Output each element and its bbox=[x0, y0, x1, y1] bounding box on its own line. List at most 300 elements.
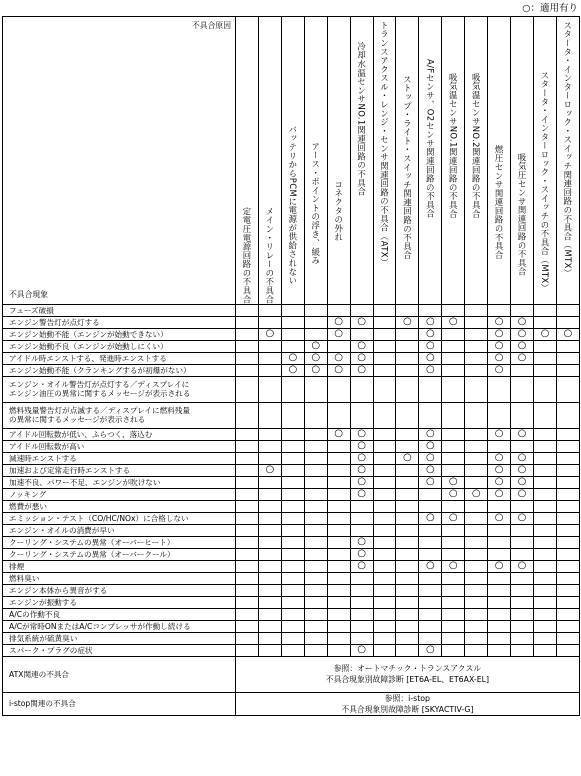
matrix-cell bbox=[533, 608, 556, 620]
applicable-mark: ○ bbox=[357, 476, 366, 488]
matrix-cell bbox=[258, 328, 281, 340]
column-header-text: メイン・リレーの不具合 bbox=[264, 207, 275, 304]
matrix-cell bbox=[511, 560, 534, 572]
matrix-cell bbox=[304, 476, 327, 488]
column-header-6 bbox=[350, 17, 373, 305]
applicable-mark: ○ bbox=[471, 488, 481, 500]
matrix-cell bbox=[373, 488, 396, 500]
matrix-cell bbox=[533, 340, 556, 352]
table-row bbox=[3, 632, 580, 644]
applicable-mark: ○ bbox=[425, 440, 435, 452]
matrix-cell bbox=[373, 440, 396, 452]
matrix-cell bbox=[533, 596, 556, 608]
matrix-cell bbox=[281, 364, 304, 376]
matrix-cell bbox=[350, 584, 373, 596]
matrix-cell bbox=[350, 632, 373, 644]
matrix-cell bbox=[396, 428, 419, 440]
matrix-cell bbox=[281, 644, 304, 656]
matrix-cell bbox=[281, 632, 304, 644]
matrix-cell bbox=[511, 402, 534, 428]
matrix-cell bbox=[442, 452, 465, 464]
symptom-label: アイドル回転数が高い bbox=[3, 440, 236, 452]
matrix-cell bbox=[419, 440, 442, 452]
matrix-cell bbox=[373, 560, 396, 572]
matrix-cell bbox=[511, 584, 534, 596]
matrix-cell bbox=[350, 440, 373, 452]
cause-axis-label: 不具合原因 bbox=[192, 21, 231, 30]
matrix-cell bbox=[373, 512, 396, 524]
matrix-cell bbox=[533, 548, 556, 560]
matrix-cell bbox=[350, 328, 373, 340]
applicable-mark: ○ bbox=[311, 364, 321, 376]
column-header-text: ストップ・ライト・スイッチ関連回路の不具合 bbox=[402, 75, 413, 260]
matrix-cell bbox=[465, 452, 488, 464]
column-header-3 bbox=[281, 17, 304, 305]
matrix-cell bbox=[442, 548, 465, 560]
matrix-cell bbox=[465, 352, 488, 364]
table-row bbox=[3, 584, 580, 596]
matrix-cell bbox=[488, 376, 511, 402]
matrix-cell bbox=[465, 620, 488, 632]
matrix-cell bbox=[488, 512, 511, 524]
applicable-mark: ○ bbox=[517, 452, 527, 464]
matrix-cell bbox=[327, 328, 350, 340]
matrix-cell bbox=[511, 596, 534, 608]
matrix-cell bbox=[327, 572, 350, 584]
matrix-cell bbox=[236, 316, 259, 328]
matrix-cell bbox=[258, 364, 281, 376]
applicable-mark: ○ bbox=[425, 464, 435, 476]
matrix-cell bbox=[304, 608, 327, 620]
matrix-cell bbox=[350, 402, 373, 428]
matrix-cell bbox=[281, 316, 304, 328]
matrix-cell bbox=[236, 608, 259, 620]
table-row bbox=[3, 560, 580, 572]
table-row bbox=[3, 548, 580, 560]
matrix-cell bbox=[533, 328, 556, 340]
matrix-cell bbox=[511, 364, 534, 376]
matrix-cell bbox=[556, 572, 579, 584]
matrix-cell bbox=[442, 364, 465, 376]
matrix-cell bbox=[304, 596, 327, 608]
table-row bbox=[3, 440, 580, 452]
symptom-label bbox=[3, 376, 236, 402]
matrix-cell bbox=[327, 304, 350, 316]
matrix-cell bbox=[419, 488, 442, 500]
matrix-cell bbox=[396, 352, 419, 364]
matrix-cell bbox=[304, 402, 327, 428]
matrix-cell bbox=[511, 608, 534, 620]
matrix-cell bbox=[556, 476, 579, 488]
column-header-12 bbox=[488, 17, 511, 305]
matrix-cell bbox=[488, 548, 511, 560]
symptom-label: エンジンが振動する bbox=[3, 596, 236, 608]
applicable-mark: ○ bbox=[357, 488, 366, 500]
table-row bbox=[3, 376, 580, 402]
matrix-cell bbox=[396, 536, 419, 548]
reference-note bbox=[236, 692, 580, 715]
matrix-cell bbox=[511, 440, 534, 452]
matrix-cell bbox=[304, 584, 327, 596]
column-header-7 bbox=[373, 17, 396, 305]
matrix-cell bbox=[304, 488, 327, 500]
matrix-cell bbox=[511, 376, 534, 402]
applicable-mark: ○ bbox=[425, 340, 435, 352]
matrix-cell bbox=[419, 536, 442, 548]
symptom-label: アイドル回転数が低い、ふらつく、落込む bbox=[3, 428, 236, 440]
matrix-cell bbox=[419, 428, 442, 440]
column-header-text: 定電圧電源回路の不具合 bbox=[241, 207, 252, 304]
column-header-text: 冷却水温センサNO.1関連回路の不具合 bbox=[356, 42, 367, 196]
symptom-label: クーリング・システムの異常（オーバーヒート） bbox=[3, 536, 236, 548]
column-header-10 bbox=[442, 17, 465, 305]
matrix-cell bbox=[327, 608, 350, 620]
column-header-text: 燃圧センサ関連回路の不具合 bbox=[494, 145, 505, 260]
matrix-cell bbox=[327, 402, 350, 428]
column-header-text: A/Fセンサ、O2センサ関連回路の不具合 bbox=[425, 59, 436, 219]
matrix-cell bbox=[488, 488, 511, 500]
matrix-cell bbox=[442, 476, 465, 488]
matrix-cell bbox=[281, 328, 304, 340]
symptom-label: 減速時エンストする bbox=[3, 452, 236, 464]
matrix-cell bbox=[236, 488, 259, 500]
matrix-cell bbox=[533, 536, 556, 548]
matrix-cell bbox=[396, 596, 419, 608]
matrix-cell bbox=[511, 548, 534, 560]
matrix-cell bbox=[281, 620, 304, 632]
applicable-mark: ○ bbox=[425, 428, 435, 440]
applicable-mark: ○ bbox=[334, 428, 344, 440]
symptom-cause-matrix bbox=[2, 16, 580, 716]
column-header-text: 吸気温センサNO.2関連回路の不具合 bbox=[471, 73, 482, 219]
symptom-label: 燃料臭い bbox=[3, 572, 236, 584]
applicable-mark: ○ bbox=[265, 464, 275, 476]
matrix-cell bbox=[419, 364, 442, 376]
applicable-mark: ○ bbox=[334, 352, 344, 364]
matrix-cell bbox=[556, 364, 579, 376]
symptom-label: 排気系統が硫黄臭い bbox=[3, 632, 236, 644]
column-header-13 bbox=[511, 17, 534, 305]
matrix-cell bbox=[511, 464, 534, 476]
applicable-mark: ○ bbox=[357, 316, 366, 328]
matrix-cell bbox=[556, 428, 579, 440]
matrix-cell bbox=[465, 512, 488, 524]
column-header-text: バッテリからPCMに電源が供給されない bbox=[287, 125, 298, 285]
applicable-mark: ○ bbox=[494, 428, 504, 440]
matrix-cell bbox=[396, 452, 419, 464]
matrix-cell bbox=[511, 512, 534, 524]
table-row bbox=[3, 596, 580, 608]
matrix-cell bbox=[419, 644, 442, 656]
table-row bbox=[3, 352, 580, 364]
table-row bbox=[3, 328, 580, 340]
matrix-cell bbox=[327, 560, 350, 572]
symptom-label-line: エンジン油圧の異常に関するメッセージが表示される bbox=[9, 389, 191, 399]
matrix-cell bbox=[327, 316, 350, 328]
applicable-mark: ○ bbox=[334, 316, 344, 328]
matrix-cell bbox=[327, 488, 350, 500]
matrix-cell bbox=[236, 304, 259, 316]
matrix-cell bbox=[236, 376, 259, 402]
matrix-cell bbox=[373, 464, 396, 476]
matrix-cell bbox=[236, 620, 259, 632]
matrix-cell bbox=[465, 340, 488, 352]
matrix-cell bbox=[533, 476, 556, 488]
matrix-cell bbox=[465, 524, 488, 536]
matrix-cell bbox=[511, 488, 534, 500]
matrix-cell bbox=[373, 316, 396, 328]
matrix-cell bbox=[327, 464, 350, 476]
matrix-cell bbox=[488, 584, 511, 596]
applicable-mark: ○ bbox=[425, 476, 435, 488]
matrix-cell bbox=[533, 512, 556, 524]
column-header-8 bbox=[396, 17, 419, 305]
applicable-mark: ○ bbox=[425, 364, 435, 376]
matrix-cell bbox=[373, 524, 396, 536]
matrix-cell bbox=[511, 328, 534, 340]
matrix-cell bbox=[350, 572, 373, 584]
matrix-cell bbox=[304, 316, 327, 328]
matrix-cell bbox=[556, 548, 579, 560]
matrix-cell bbox=[281, 524, 304, 536]
matrix-cell bbox=[442, 608, 465, 620]
matrix-cell bbox=[533, 524, 556, 536]
matrix-cell bbox=[556, 620, 579, 632]
matrix-cell bbox=[442, 440, 465, 452]
matrix-cell bbox=[350, 596, 373, 608]
matrix-cell bbox=[258, 512, 281, 524]
matrix-cell bbox=[511, 352, 534, 364]
applicable-mark: ○ bbox=[517, 428, 527, 440]
matrix-cell bbox=[465, 608, 488, 620]
matrix-cell bbox=[442, 596, 465, 608]
matrix-cell bbox=[281, 536, 304, 548]
matrix-cell bbox=[396, 620, 419, 632]
applicable-mark: ○ bbox=[494, 352, 504, 364]
matrix-cell bbox=[304, 440, 327, 452]
matrix-cell bbox=[350, 452, 373, 464]
matrix-cell bbox=[488, 464, 511, 476]
matrix-cell bbox=[396, 584, 419, 596]
matrix-cell bbox=[465, 644, 488, 656]
matrix-cell bbox=[396, 524, 419, 536]
applicable-mark: ○ bbox=[425, 328, 435, 340]
matrix-cell bbox=[488, 352, 511, 364]
matrix-cell bbox=[281, 584, 304, 596]
matrix-cell bbox=[419, 476, 442, 488]
matrix-cell bbox=[511, 524, 534, 536]
matrix-cell bbox=[556, 464, 579, 476]
matrix-cell bbox=[465, 376, 488, 402]
matrix-cell bbox=[488, 428, 511, 440]
matrix-cell bbox=[488, 316, 511, 328]
matrix-cell bbox=[442, 376, 465, 402]
matrix-cell bbox=[327, 644, 350, 656]
footer-label: ATX関連の不具合 bbox=[3, 656, 236, 692]
matrix-cell bbox=[442, 620, 465, 632]
table-row bbox=[3, 428, 580, 440]
matrix-cell bbox=[281, 476, 304, 488]
matrix-cell bbox=[533, 644, 556, 656]
table-row bbox=[3, 524, 580, 536]
matrix-cell bbox=[327, 548, 350, 560]
matrix-cell bbox=[442, 464, 465, 476]
matrix-cell bbox=[556, 352, 579, 364]
matrix-cell bbox=[258, 376, 281, 402]
matrix-cell bbox=[258, 464, 281, 476]
matrix-cell bbox=[511, 476, 534, 488]
matrix-cell bbox=[350, 644, 373, 656]
matrix-cell bbox=[236, 464, 259, 476]
matrix-cell bbox=[533, 584, 556, 596]
matrix-cell bbox=[488, 340, 511, 352]
table-row bbox=[3, 402, 580, 428]
matrix-cell bbox=[511, 572, 534, 584]
applicable-mark: ○ bbox=[425, 452, 435, 464]
matrix-cell bbox=[465, 476, 488, 488]
matrix-cell bbox=[442, 512, 465, 524]
matrix-cell bbox=[511, 632, 534, 644]
matrix-cell bbox=[465, 632, 488, 644]
footer-row bbox=[3, 692, 580, 715]
reference-note bbox=[236, 656, 580, 692]
matrix-cell bbox=[511, 452, 534, 464]
matrix-cell bbox=[304, 512, 327, 524]
matrix-cell bbox=[419, 596, 442, 608]
matrix-cell bbox=[258, 476, 281, 488]
matrix-cell bbox=[281, 488, 304, 500]
column-header-text: スタータ・インターロック・スイッチの不具合（MTX） bbox=[539, 71, 550, 293]
matrix-cell bbox=[373, 364, 396, 376]
matrix-cell bbox=[258, 428, 281, 440]
matrix-cell bbox=[419, 316, 442, 328]
matrix-cell bbox=[258, 596, 281, 608]
matrix-cell bbox=[419, 352, 442, 364]
symptom-label: A/Cが常時ONまたはA/Cコンプレッサが作動し続ける bbox=[3, 620, 236, 632]
table-row bbox=[3, 608, 580, 620]
matrix-cell bbox=[281, 304, 304, 316]
applicable-mark: ○ bbox=[494, 340, 504, 352]
symptom-label: クーリング・システムの異常（オーバークール） bbox=[3, 548, 236, 560]
matrix-cell bbox=[281, 608, 304, 620]
applicable-mark: ○ bbox=[403, 316, 412, 328]
matrix-cell bbox=[281, 402, 304, 428]
table-row bbox=[3, 620, 580, 632]
symptom-label-line: エンジン・オイル警告灯が点灯する／ディスプレイに bbox=[9, 380, 190, 390]
matrix-cell bbox=[442, 488, 465, 500]
table-row bbox=[3, 644, 580, 656]
matrix-cell bbox=[304, 572, 327, 584]
matrix-cell bbox=[304, 536, 327, 548]
applicable-mark: ○ bbox=[517, 560, 527, 572]
table-row bbox=[3, 488, 580, 500]
matrix-cell bbox=[373, 548, 396, 560]
table-row bbox=[3, 340, 580, 352]
matrix-cell bbox=[556, 440, 579, 452]
applicable-mark: ○ bbox=[448, 316, 458, 328]
matrix-cell bbox=[350, 376, 373, 402]
matrix-cell bbox=[258, 524, 281, 536]
matrix-cell bbox=[236, 364, 259, 376]
matrix-cell bbox=[465, 428, 488, 440]
applicable-mark: ○ bbox=[311, 352, 321, 364]
column-header-4 bbox=[304, 17, 327, 305]
matrix-cell bbox=[465, 500, 488, 512]
applicable-mark: ○ bbox=[425, 352, 435, 364]
matrix-cell bbox=[373, 304, 396, 316]
matrix-cell bbox=[236, 560, 259, 572]
matrix-cell bbox=[350, 340, 373, 352]
applicable-mark: ○ bbox=[448, 512, 458, 524]
matrix-cell bbox=[465, 316, 488, 328]
matrix-cell bbox=[327, 632, 350, 644]
matrix-cell bbox=[419, 402, 442, 428]
matrix-cell bbox=[465, 304, 488, 316]
matrix-cell bbox=[556, 328, 579, 340]
matrix-cell bbox=[304, 340, 327, 352]
header-corner bbox=[3, 17, 236, 305]
matrix-cell bbox=[465, 440, 488, 452]
matrix-cell bbox=[488, 524, 511, 536]
matrix-cell bbox=[258, 536, 281, 548]
applicable-mark: ○ bbox=[425, 560, 435, 572]
symptom-label bbox=[3, 402, 236, 428]
matrix-cell bbox=[419, 304, 442, 316]
matrix-cell bbox=[488, 572, 511, 584]
matrix-cell bbox=[236, 584, 259, 596]
matrix-cell bbox=[556, 632, 579, 644]
matrix-cell bbox=[442, 584, 465, 596]
matrix-cell bbox=[236, 328, 259, 340]
matrix-cell bbox=[350, 428, 373, 440]
matrix-cell bbox=[488, 364, 511, 376]
column-header-text: コネクタの外れ bbox=[333, 180, 344, 242]
matrix-cell bbox=[396, 572, 419, 584]
table-row bbox=[3, 512, 580, 524]
matrix-cell bbox=[258, 572, 281, 584]
matrix-cell bbox=[556, 536, 579, 548]
matrix-cell bbox=[419, 464, 442, 476]
matrix-cell bbox=[465, 584, 488, 596]
matrix-cell bbox=[258, 584, 281, 596]
matrix-cell bbox=[350, 608, 373, 620]
matrix-cell bbox=[304, 500, 327, 512]
matrix-cell bbox=[442, 328, 465, 340]
matrix-cell bbox=[556, 340, 579, 352]
legend: ○：適用有り bbox=[522, 3, 578, 14]
matrix-cell bbox=[556, 376, 579, 402]
applicable-mark: ○ bbox=[494, 488, 504, 500]
symptom-label: エンジン・オイルの消費が早い bbox=[3, 524, 236, 536]
matrix-cell bbox=[350, 560, 373, 572]
matrix-cell bbox=[533, 440, 556, 452]
symptom-axis-label: 不具合現象 bbox=[9, 289, 48, 299]
matrix-cell bbox=[258, 452, 281, 464]
matrix-cell bbox=[373, 402, 396, 428]
matrix-cell bbox=[350, 548, 373, 560]
matrix-cell bbox=[533, 560, 556, 572]
matrix-cell bbox=[419, 560, 442, 572]
matrix-cell bbox=[236, 524, 259, 536]
applicable-mark: ○ bbox=[563, 328, 573, 340]
applicable-mark: ○ bbox=[517, 488, 527, 500]
matrix-cell bbox=[258, 620, 281, 632]
matrix-cell bbox=[304, 560, 327, 572]
matrix-cell bbox=[281, 464, 304, 476]
symptom-label-line: の異常に関するメッセージが表示される bbox=[9, 415, 146, 425]
matrix-cell bbox=[236, 500, 259, 512]
matrix-cell bbox=[236, 632, 259, 644]
